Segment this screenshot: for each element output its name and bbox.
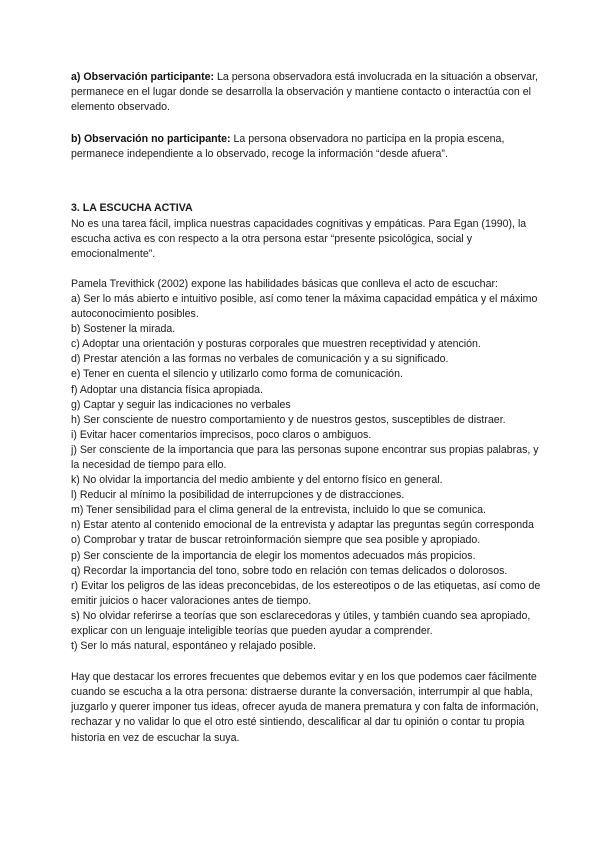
observation-participant bbox=[71, 70, 541, 115]
section-intro: No es una tarea fácil, implica nuestras capacidades cognitivas y empáticas. Para Egan (1990), la escucha activa es con respecto a la otra persona estar “presente psicológica, social y emocionalmente”. bbox=[71, 217, 527, 260]
list-item: r) Evitar los peligros de las ideas preconcebidas, de los estereotipos o de las etiquetas, así como de emitir juicios o hacer valoraciones antes de tiempo. bbox=[71, 579, 541, 607]
list-item: a) Ser lo más abierto e intuitivo posible, así como tener la máxima capacidad empática y el máximo autoconocimiento posibles. bbox=[71, 292, 538, 321]
list-item: j) Ser consciente de la importancia que para las personas supone encontrar sus propias palabras, y la necesidad de tiempo para ello. bbox=[71, 443, 539, 471]
list-item: l) Reducir al mínimo la posibilidad de interrupciones y de distracciones. bbox=[71, 489, 405, 502]
page-content bbox=[71, 70, 541, 746]
section-heading: 3. LA ESCUCHA ACTIVA bbox=[71, 202, 193, 215]
list-item: m) Tener sensibilidad para el clima general de la entrevista, incluido lo que se comunica. bbox=[71, 504, 486, 517]
observation-participant-label: a) Observación participante: bbox=[71, 71, 215, 83]
list-item: q) Recordar la importancia del tono, sobre todo en relación con temas delicados o dolorosos. bbox=[71, 564, 508, 577]
list-item: n) Estar atento al contenido emocional de la entrevista y adaptar las preguntas según corresponda bbox=[71, 519, 534, 532]
observation-non-participant-text: La persona observadora no participa en la propia escena, permanece independiente a lo observado, recoge la información “desde afuera”. bbox=[71, 133, 505, 161]
list-item: o) Comprobar y tratar de buscar retroinformación siempre que sea posible y apropiado. bbox=[71, 534, 481, 547]
observation-participant-text: La persona observadora está involucrada en la situación a observar, permanece en el lugar donde se desarrolla la observación y mantiene contacto o interactúa con el elemento observado. bbox=[71, 71, 538, 114]
list-item: k) No olvidar la importancia del medio ambiente y del entorno físico en general. bbox=[71, 474, 443, 487]
list-item: e) Tener en cuenta el silencio y utilizarlo como forma de comunicación. bbox=[71, 368, 403, 381]
list-item: i) Evitar hacer comentarios imprecisos, poco claros o ambiguos. bbox=[71, 428, 372, 441]
list-item: h) Ser consciente de nuestro comportamiento y de nuestros gestos, susceptibles de distraer. bbox=[71, 413, 506, 426]
list-item: g) Captar y seguir las indicaciones no verbales bbox=[71, 398, 291, 411]
closing-paragraph: Hay que destacar los errores frecuentes que debemos evitar y en los que podemos caer fácilmente cuando se escucha a la otra persona: distraerse durante la conversación, interrumpir al que habla, juzgarlo y querer imponer tus ideas, ofrecer ayuda de manera prematura y con falta de información, rechazar y no validar lo que el otro esté sintiendo, descalificar al dar tu opinión o contar tu propia historia en vez de escuchar la suya. bbox=[71, 671, 539, 744]
skills-list bbox=[71, 292, 541, 654]
list-item: f) Adoptar una distancia física apropiada. bbox=[71, 383, 263, 396]
list-item: p) Ser consciente de la importancia de elegir los momentos adecuados más propicios. bbox=[71, 549, 476, 562]
observation-non-participant bbox=[71, 132, 541, 162]
list-intro: Pamela Trevithick (2002) expone las habilidades básicas que conlleva el acto de escuchar: bbox=[71, 277, 498, 290]
list-item: s) No olvidar referirse a teorías que son esclarecedoras y útiles, y también cuando sea apropiado, explicar con un lenguaje inteligible teorías que pueden ayudar a comprender. bbox=[71, 609, 531, 637]
observation-non-participant-label: b) Observación no participante: bbox=[71, 133, 231, 146]
list-item: d) Prestar atención a las formas no verbales de comunicación y a su significado. bbox=[71, 353, 449, 366]
list-item: b) Sostener la mirada. bbox=[71, 323, 176, 336]
list-item: c) Adoptar una orientación y posturas corporales que muestren receptividad y atención. bbox=[71, 338, 481, 351]
list-item: t) Ser lo más natural, espontáneo y relajado posible. bbox=[71, 640, 316, 653]
